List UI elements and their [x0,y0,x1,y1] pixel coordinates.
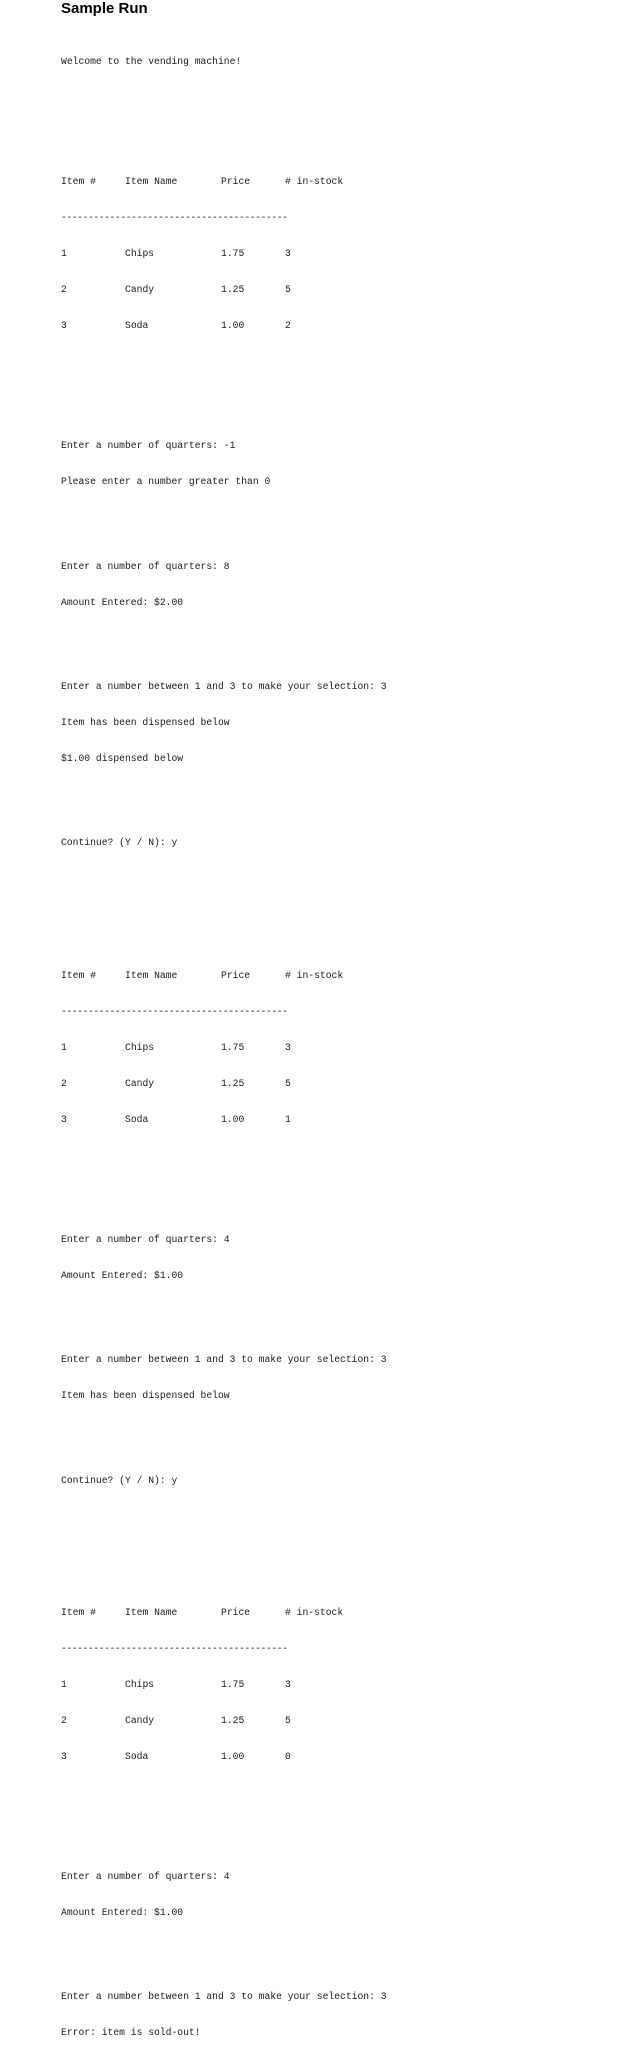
table-separator: ------------------------------------------ [61,1005,288,1017]
table-row: 1 Chips 1.75 3 [61,1678,291,1690]
dispensed-message: Item has been dispensed below [61,1390,230,1402]
amount-entered: Amount Entered: $1.00 [61,1907,184,1919]
amount-entered: Amount Entered: $2.00 [61,596,184,608]
table-row: 2 Candy 1.25 5 [61,1077,291,1089]
quarters-prompt: Enter a number of quarters: 4 [61,1233,230,1245]
table-row: 2 Candy 1.25 5 [61,284,291,296]
inventory-table-2 [61,946,631,1150]
dispensed-message: Item has been dispensed below [61,717,230,729]
header-price: Price [221,969,251,981]
header-item-num: Item # [61,969,96,981]
table-row: 3 Soda 1.00 2 [61,320,291,332]
welcome-line: Welcome to the vending machine! [61,56,242,67]
table-row: 3 Soda 1.00 0 [61,1750,291,1762]
continue-prompt: Continue? (Y / N): y [61,1474,178,1486]
table-row: 3 Soda 1.00 1 [61,1113,291,1125]
table-header-row [61,176,631,188]
table-row: 1 Chips 1.75 3 [61,1041,291,1053]
quarters-prompt-negative: Enter a number of quarters: -1 [61,440,236,452]
inventory-table-1 [61,152,631,356]
header-price: Price [221,176,251,188]
table-separator: ------------------------------------------ [61,1642,288,1654]
selection-prompt: Enter a number between 1 and 3 to make your selection: 3 [61,681,387,693]
table-row: 1 Chips 1.75 3 [61,248,291,260]
header-item-name: Item Name [125,1606,178,1618]
table-row: 2 Candy 1.25 5 [61,1714,291,1726]
continue-prompt: Continue? (Y / N): y [61,837,178,849]
inventory-table-3 [61,1583,631,1787]
error-positive-number: Please enter a number greater than 0 [61,476,271,488]
page-title: Sample Run [61,0,148,17]
quarters-prompt: Enter a number of quarters: 4 [61,1871,230,1883]
header-item-num: Item # [61,1606,96,1618]
change-message: $1.00 dispensed below [61,753,184,765]
header-item-name: Item Name [125,176,178,188]
sold-out-error: Error: item is sold-out! [61,2027,201,2039]
header-in-stock: # in-stock [285,969,344,981]
quarters-prompt: Enter a number of quarters: 8 [61,560,230,572]
console-output [61,20,631,2063]
table-separator: ------------------------------------------ [61,212,288,224]
header-item-name: Item Name [125,969,178,981]
selection-prompt: Enter a number between 1 and 3 to make your selection: 3 [61,1991,387,2003]
table-header-row [61,1607,631,1619]
selection-prompt: Enter a number between 1 and 3 to make your selection: 3 [61,1354,387,1366]
header-in-stock: # in-stock [285,1606,344,1618]
amount-entered: Amount Entered: $1.00 [61,1269,184,1281]
header-price: Price [221,1606,251,1618]
header-in-stock: # in-stock [285,176,344,188]
table-header-row [61,970,631,982]
header-item-num: Item # [61,176,96,188]
